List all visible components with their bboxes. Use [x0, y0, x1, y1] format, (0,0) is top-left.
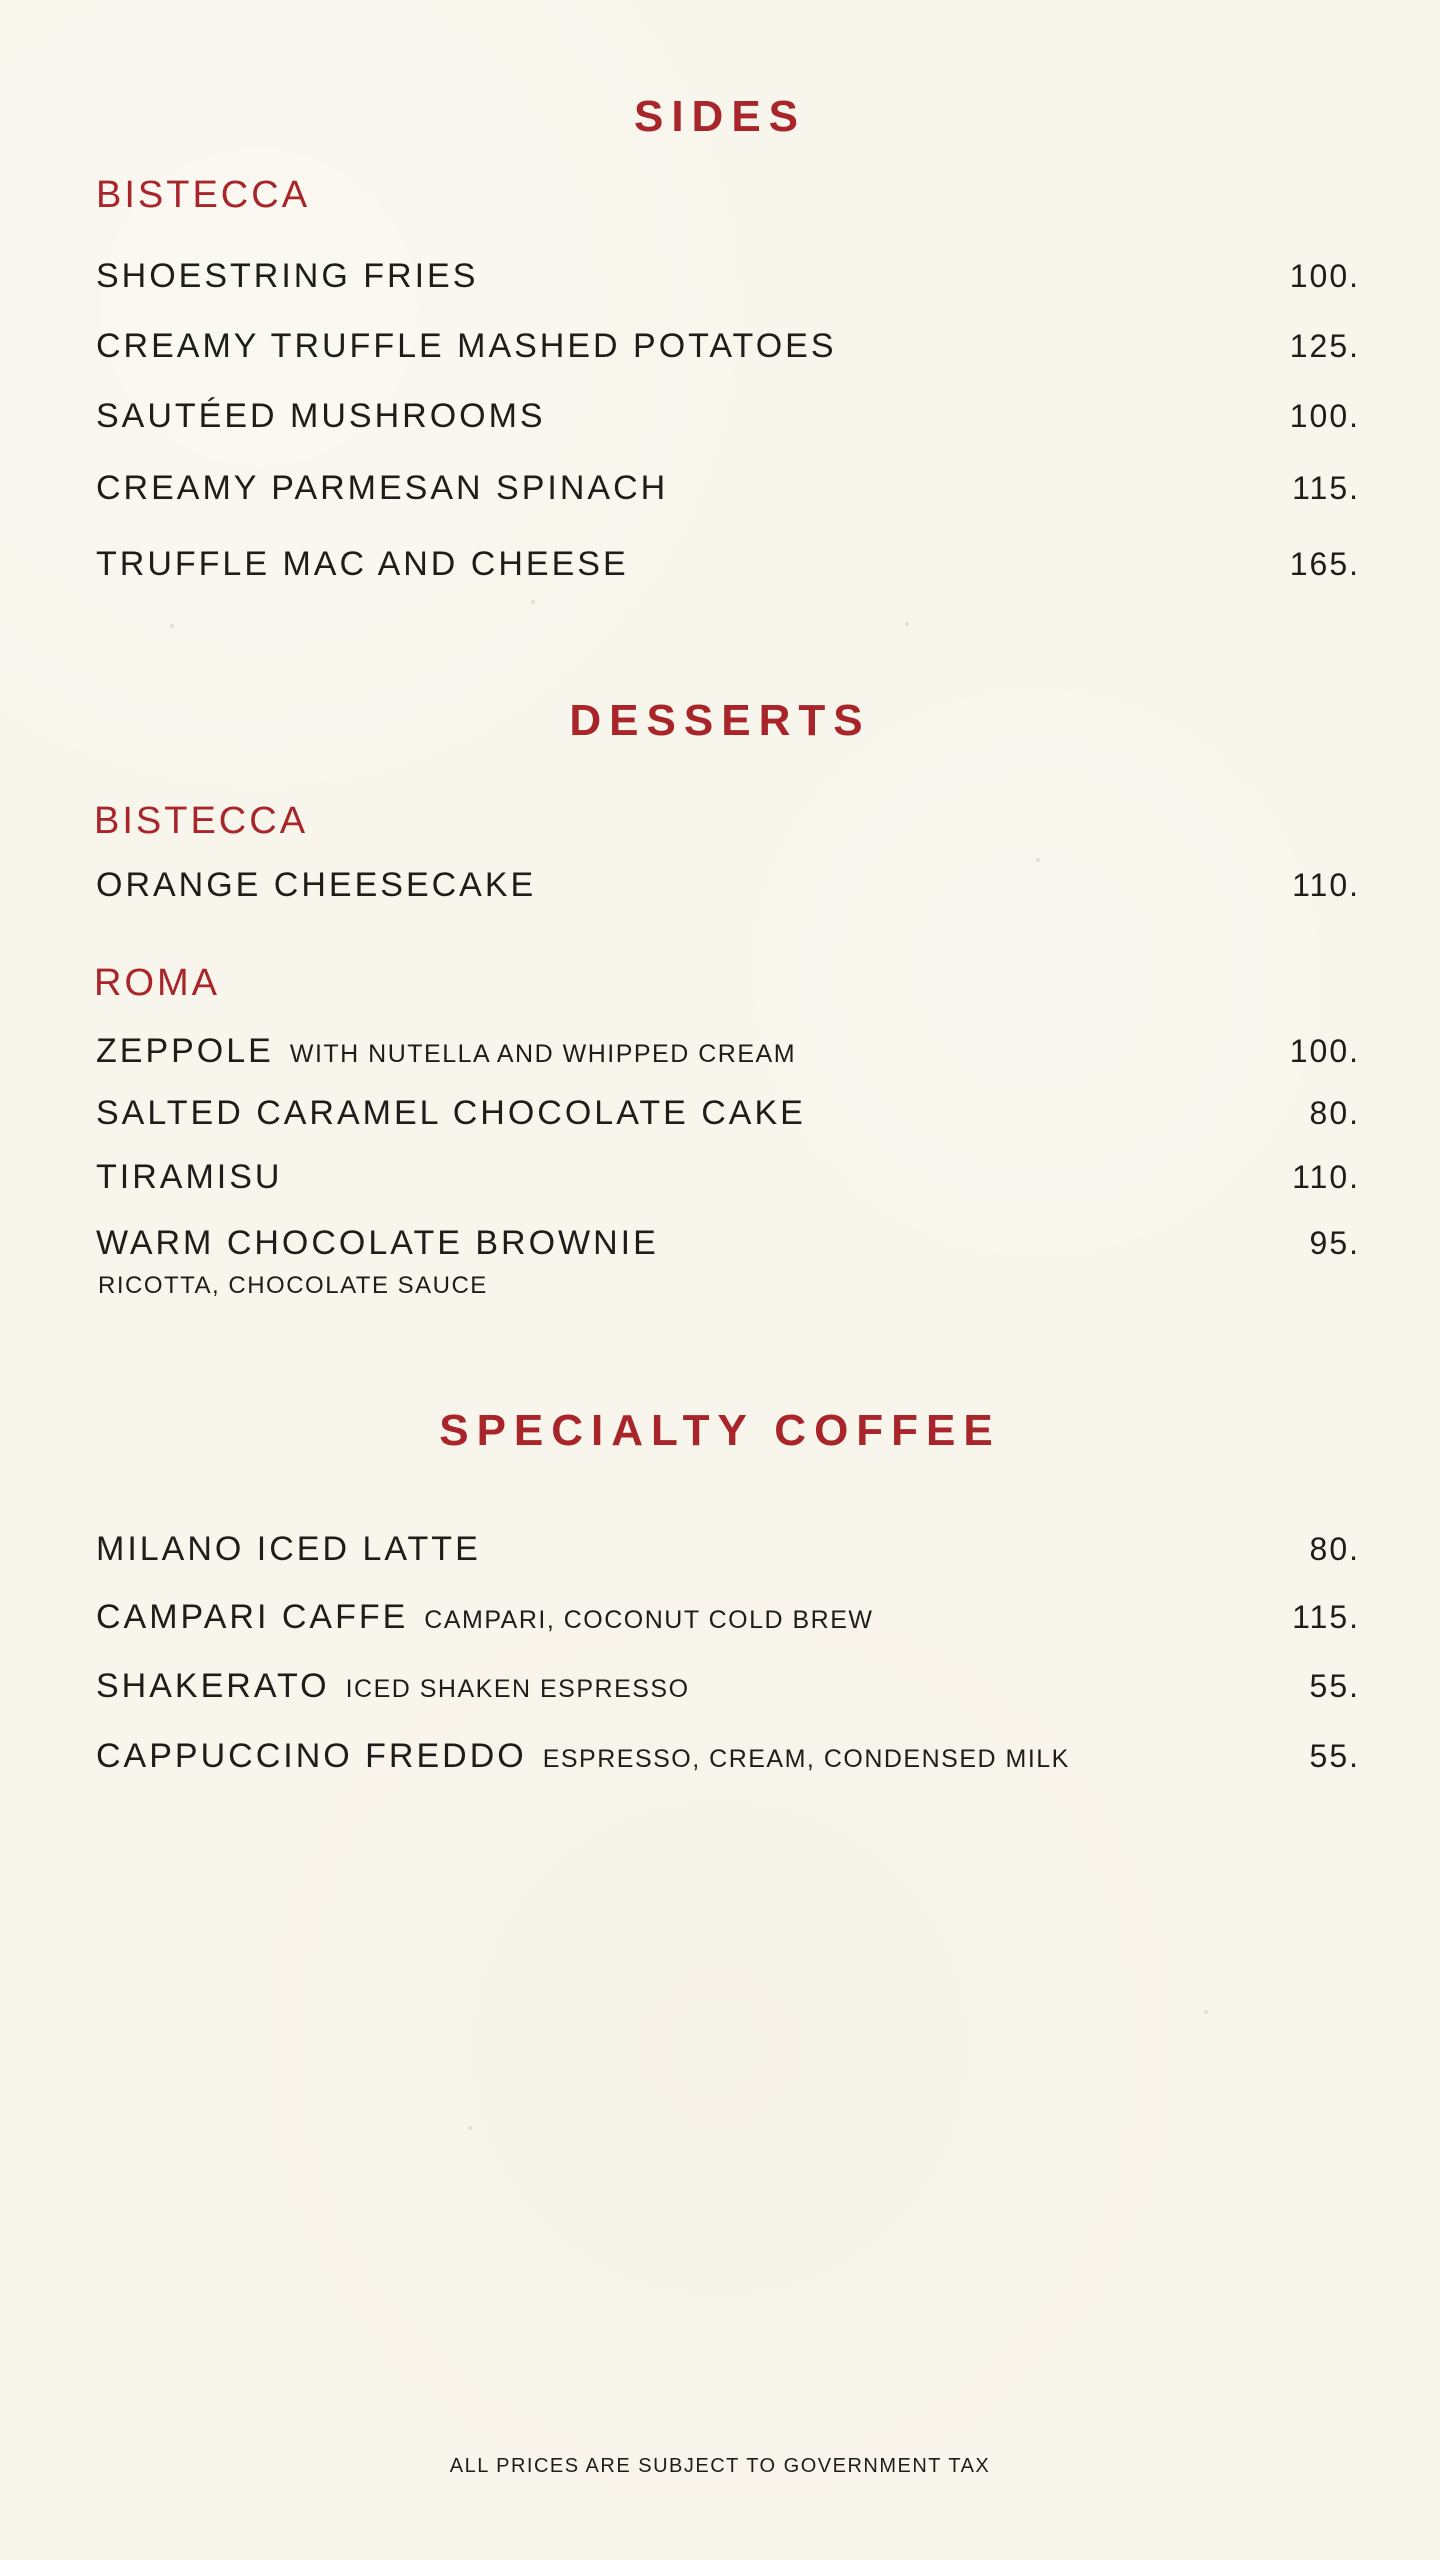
desserts-bistecca-title: BISTECCA [94, 800, 309, 842]
menu-item-row [96, 1530, 1360, 1569]
menu-item-row [96, 1737, 1360, 1776]
menu-item-name: CAMPARI CAFFE [96, 1598, 409, 1636]
desserts-title: DESSERTS [569, 696, 871, 745]
menu-item-name: CAPPUCCINO FREDDO [96, 1737, 527, 1775]
menu-item-row [96, 327, 1360, 366]
menu-item-row [96, 1158, 1360, 1197]
menu-item-row [96, 545, 1360, 584]
menu-item-row [96, 1032, 1360, 1071]
menu-item-name: ZEPPOLE [96, 1032, 274, 1070]
menu-item-price: 115. [1292, 470, 1360, 506]
menu-item-description: ICED SHAKEN ESPRESSO [345, 1675, 690, 1703]
paper-speck [905, 622, 909, 626]
paper-speck [468, 2126, 472, 2130]
menu-item-price: 100. [1289, 258, 1360, 294]
menu-item-price: 100. [1289, 1033, 1360, 1069]
menu-item-price: 95. [1309, 1225, 1360, 1261]
menu-item-price: 110. [1292, 867, 1360, 903]
menu-item-price: 55. [1309, 1738, 1360, 1774]
menu-item-row [96, 257, 1360, 296]
menu-item-row [96, 866, 1360, 905]
desserts-roma-title: ROMA [94, 962, 220, 1004]
menu-item-name: CREAMY TRUFFLE MASHED POTATOES [96, 327, 837, 365]
menu-item-name: TIRAMISU [96, 1158, 283, 1196]
menu-item-row [96, 1598, 1360, 1637]
menu-item-name: CREAMY PARMESAN SPINACH [96, 469, 669, 507]
menu-item-row [96, 397, 1360, 436]
menu-item-name: TRUFFLE MAC AND CHEESE [96, 545, 629, 583]
menu-item-description: WITH NUTELLA AND WHIPPED CREAM [289, 1040, 797, 1068]
menu-item-name: MILANO ICED LATTE [96, 1530, 481, 1568]
menu-item-row [96, 1224, 1360, 1263]
menu-item-description: ESPRESSO, CREAM, CONDENSED MILK [542, 1745, 1070, 1773]
menu-item-price: 80. [1309, 1095, 1360, 1131]
menu-item-price: 100. [1289, 398, 1360, 434]
menu-item-price: 80. [1309, 1531, 1360, 1567]
sides-title: SIDES [633, 92, 807, 141]
tax-note: ALL PRICES ARE SUBJECT TO GOVERNMENT TAX [449, 2455, 991, 2477]
menu-item-price: 165. [1289, 546, 1360, 582]
menu-item-name: SHAKERATO [96, 1667, 330, 1705]
menu-item-subline: RICOTTA, CHOCOLATE SAUCE [98, 1272, 488, 1299]
menu-item-price: 115. [1292, 1599, 1360, 1635]
menu-item-price: 55. [1309, 1668, 1360, 1704]
menu-item-description: CAMPARI, COCONUT COLD BREW [424, 1606, 874, 1634]
menu-item-name: SALTED CARAMEL CHOCOLATE CAKE [96, 1094, 806, 1132]
specialty-coffee-title: SPECIALTY COFFEE [439, 1406, 1001, 1455]
paper-speck [1036, 858, 1040, 862]
menu-item-row [96, 469, 1360, 508]
paper-speck [1204, 2010, 1208, 2014]
paper-speck [170, 624, 174, 628]
menu-item-price: 110. [1292, 1159, 1360, 1195]
sides-bistecca-title: BISTECCA [96, 174, 311, 216]
menu-item-name: WARM CHOCOLATE BROWNIE [96, 1224, 659, 1262]
menu-item-price: 125. [1289, 328, 1360, 364]
menu-item-row [96, 1094, 1360, 1133]
menu-item-name: ORANGE CHEESECAKE [96, 866, 537, 904]
menu-item-row [96, 1667, 1360, 1706]
paper-speck [531, 600, 535, 604]
menu-item-name: SHOESTRING FRIES [96, 257, 479, 295]
menu-item-name: SAUTÉED MUSHROOMS [96, 397, 546, 435]
